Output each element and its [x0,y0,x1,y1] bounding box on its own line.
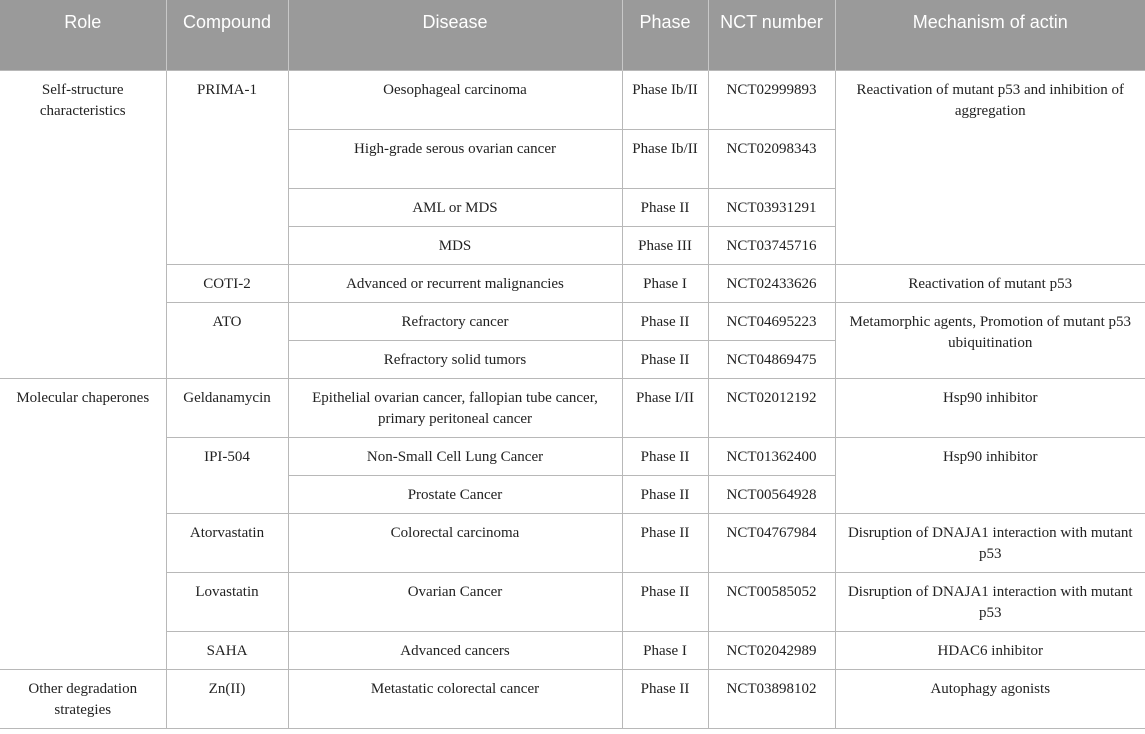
header-phase: Phase [622,0,708,71]
nct-cell: NCT04695223 [708,303,835,341]
phase-cell: Phase II [622,303,708,341]
disease-cell: Colorectal carcinoma [288,514,622,573]
disease-cell: Epithelial ovarian cancer, fallopian tube cancer, primary peritoneal cancer [288,379,622,438]
compound-cell: Geldanamycin [166,379,288,438]
disease-cell: Refractory cancer [288,303,622,341]
mechanism-cell: Hsp90 inhibitor [835,379,1145,438]
nct-cell: NCT00585052 [708,573,835,632]
header-mechanism: Mechanism of actin [835,0,1145,71]
disease-cell: Prostate Cancer [288,476,622,514]
mechanism-cell: Disruption of DNAJA1 interaction with mutant p53 [835,573,1145,632]
disease-cell: High-grade serous ovarian cancer [288,130,622,189]
phase-cell: Phase I/II [622,379,708,438]
disease-cell: Advanced or recurrent malignancies [288,265,622,303]
header-nct-number: NCT number [708,0,835,71]
disease-cell: MDS [288,227,622,265]
table-row [0,670,1145,729]
disease-cell: Non-Small Cell Lung Cancer [288,438,622,476]
phase-cell: Phase II [622,670,708,729]
disease-cell: Advanced cancers [288,632,622,670]
disease-cell: Refractory solid tumors [288,341,622,379]
table-row [0,379,1145,438]
header-role: Role [0,0,166,71]
nct-cell: NCT03745716 [708,227,835,265]
compound-cell: Zn(II) [166,670,288,729]
nct-cell: NCT02042989 [708,632,835,670]
phase-cell: Phase II [622,514,708,573]
compound-cell: ATO [166,303,288,379]
role-cell: Other degradation strategies [0,670,166,729]
phase-cell: Phase II [622,341,708,379]
mechanism-cell: Autophagy agonists [835,670,1145,729]
phase-cell: Phase I [622,632,708,670]
nct-cell: NCT03931291 [708,189,835,227]
nct-cell: NCT02012192 [708,379,835,438]
mechanism-cell: Hsp90 inhibitor [835,438,1145,514]
compound-cell: SAHA [166,632,288,670]
nct-cell: NCT04767984 [708,514,835,573]
phase-cell: Phase Ib/II [622,130,708,189]
table-row [0,438,1145,476]
phase-cell: Phase I [622,265,708,303]
table-row [0,265,1145,303]
mechanism-cell: Reactivation of mutant p53 and inhibition of aggregation [835,71,1145,265]
mechanism-cell: Reactivation of mutant p53 [835,265,1145,303]
disease-cell: AML or MDS [288,189,622,227]
compound-cell: PRIMA-1 [166,71,288,265]
nct-cell: NCT02999893 [708,71,835,130]
table-row [0,514,1145,573]
nct-cell: NCT02433626 [708,265,835,303]
table-row [0,71,1145,130]
role-cell: Self-structure characteristics [0,71,166,379]
disease-cell: Oesophageal carcinoma [288,71,622,130]
table-header-row [0,0,1145,71]
nct-cell: NCT03898102 [708,670,835,729]
table-row [0,632,1145,670]
mechanism-cell: Metamorphic agents, Promotion of mutant p53 ubiquitination [835,303,1145,379]
role-cell: Molecular chaperones [0,379,166,670]
header-compound: Compound [166,0,288,71]
phase-cell: Phase II [622,189,708,227]
phase-cell: Phase II [622,476,708,514]
nct-cell: NCT04869475 [708,341,835,379]
nct-cell: NCT00564928 [708,476,835,514]
disease-cell: Metastatic colorectal cancer [288,670,622,729]
mechanism-cell: Disruption of DNAJA1 interaction with mutant p53 [835,514,1145,573]
phase-cell: Phase II [622,438,708,476]
nct-cell: NCT01362400 [708,438,835,476]
compound-cell: IPI-504 [166,438,288,514]
table-row [0,303,1145,341]
table-row [0,573,1145,632]
header-disease: Disease [288,0,622,71]
disease-cell: Ovarian Cancer [288,573,622,632]
mechanism-cell: HDAC6 inhibitor [835,632,1145,670]
nct-cell: NCT02098343 [708,130,835,189]
phase-cell: Phase II [622,573,708,632]
compound-cell: Atorvastatin [166,514,288,573]
phase-cell: Phase III [622,227,708,265]
compound-cell: Lovastatin [166,573,288,632]
phase-cell: Phase Ib/II [622,71,708,130]
compound-cell: COTI-2 [166,265,288,303]
